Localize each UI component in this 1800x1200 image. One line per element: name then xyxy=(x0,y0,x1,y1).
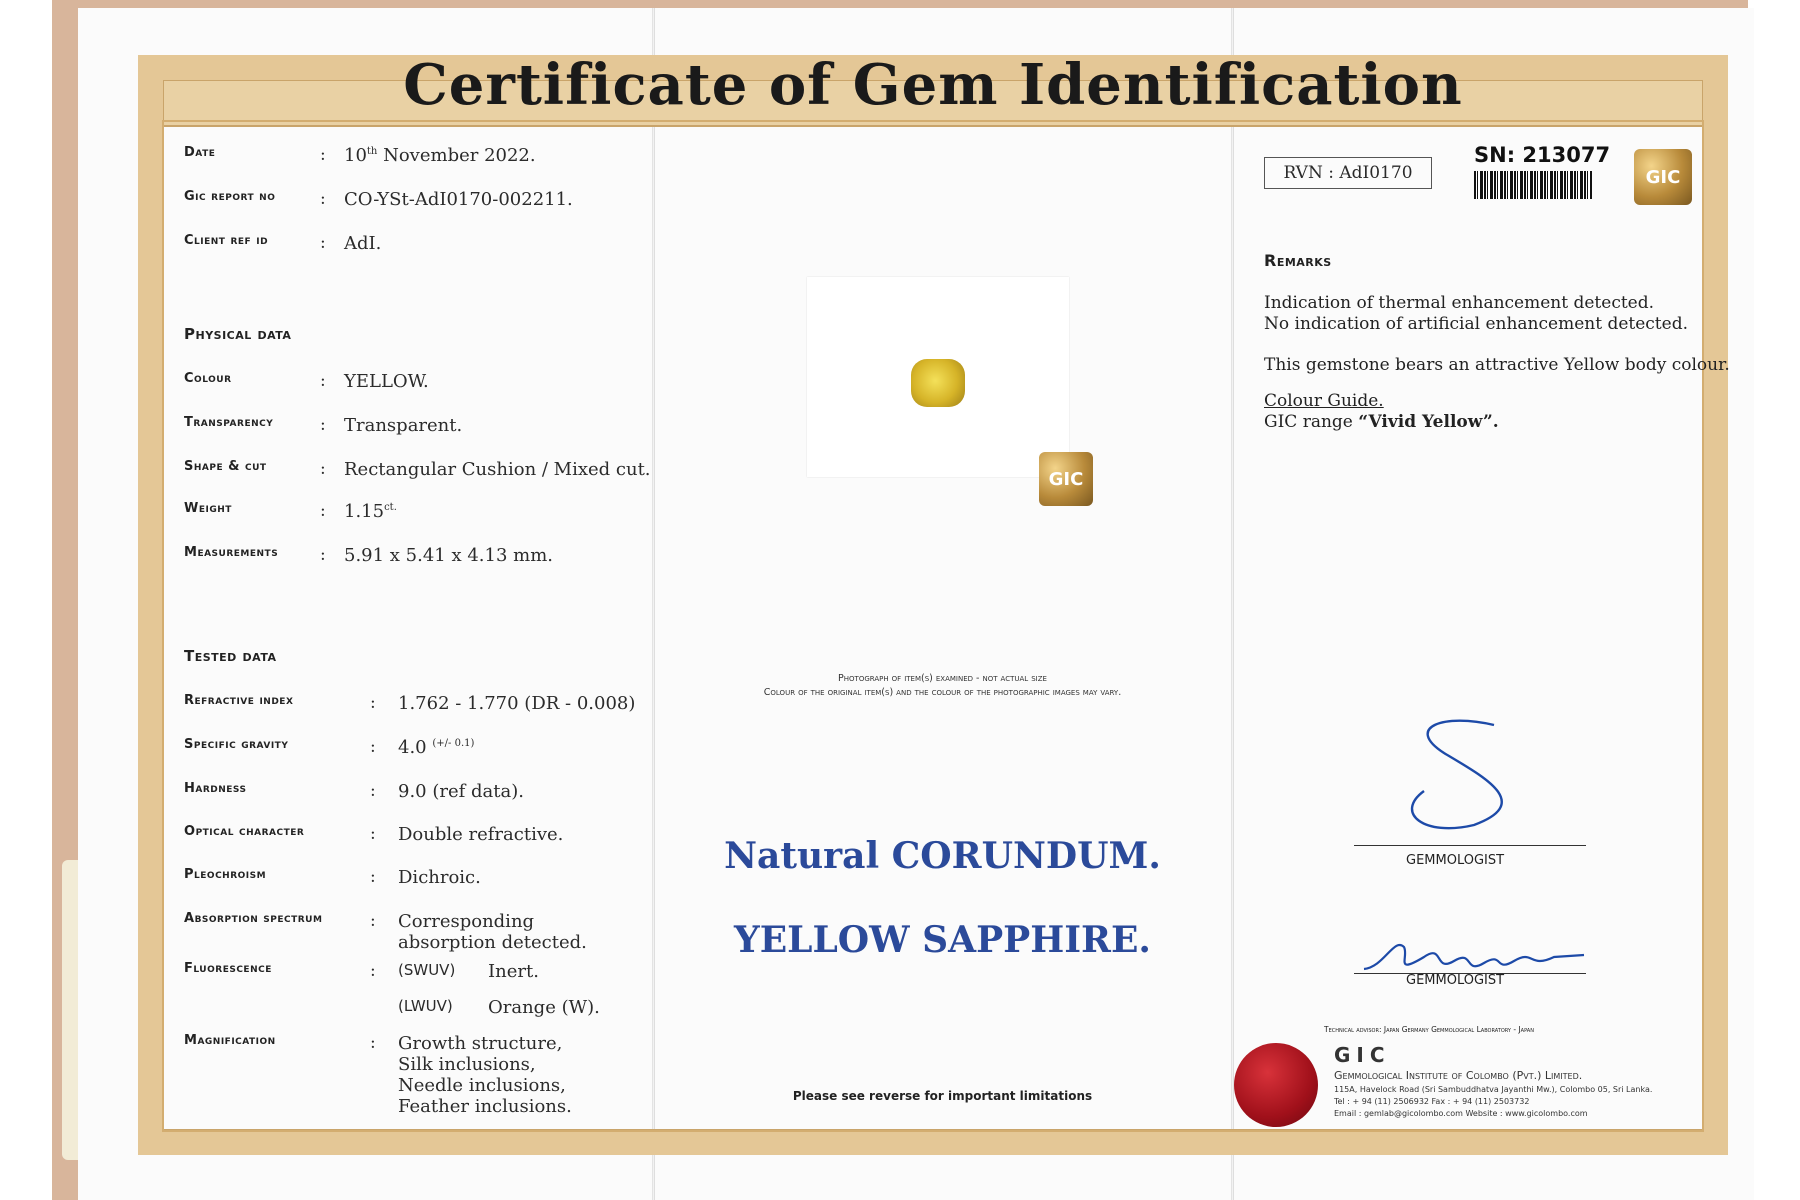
remark-line: This gemstone bears an attractive Yellow body colour. xyxy=(1264,355,1730,375)
optical-label: Optical character xyxy=(184,824,305,839)
gem-species: Natural CORUNDUM. xyxy=(724,835,1161,877)
optical-value: Double refractive. xyxy=(398,824,564,845)
date-value: 10th November 2022. xyxy=(344,145,536,166)
gemstone-photo xyxy=(911,359,965,407)
pleochroism-label: Pleochroism xyxy=(184,867,267,882)
fluorescence-lwuv-value: Orange (W). xyxy=(488,997,600,1018)
magnification-line: Feather inclusions. xyxy=(398,1096,572,1117)
barcode xyxy=(1474,171,1592,199)
fluorescence-lwuv-label: (LWUV) xyxy=(398,997,453,1015)
technical-advisor-note: Technical advisor: Japan Germany Gemmological Laboratory - Japan xyxy=(1324,1025,1534,1034)
fluorescence-swuv-label: (SWUV) xyxy=(398,961,456,979)
institute-email: Email : gemlab@gicolombo.com Website : www.gicolombo.com xyxy=(1334,1109,1588,1118)
magnification-line: Growth structure, xyxy=(398,1033,563,1054)
gic-range: GIC range “Vivid Yellow”. xyxy=(1264,412,1499,432)
sg-value: 4.0 $^{(+/- 0.1)}$ xyxy=(398,737,475,758)
right-panel xyxy=(1234,127,1730,1130)
ri-label: Refractive index xyxy=(184,693,294,708)
colour-guide-heading: Colour Guide. xyxy=(1264,391,1384,411)
gemmologist-label-2: GEMMOLOGIST xyxy=(1406,973,1505,988)
hologram-sticker: GIC xyxy=(1039,452,1093,506)
absorption-label: Absorption spectrum xyxy=(184,911,323,926)
photo-caption-line2: Colour of the original item(s) and the colour of the photographic images may vary. xyxy=(763,687,1122,698)
hardness-value: 9.0 (ref data). xyxy=(398,781,524,802)
fluorescence-swuv-value: Inert. xyxy=(488,961,539,982)
measurements-value: 5.91 x 5.41 x 4.13 mm. xyxy=(344,545,554,566)
date-label: Date xyxy=(184,145,216,160)
rvn-box: RVN : AdI0170 xyxy=(1264,157,1432,189)
client-label: Client ref id xyxy=(184,233,269,248)
middle-panel xyxy=(655,127,1230,1130)
signature-1 xyxy=(1384,713,1544,843)
report-value: CO-YSt-AdI0170-002211. xyxy=(344,189,573,210)
certificate-title: Certificate of Gem Identification xyxy=(403,52,1463,118)
pleochroism-value: Dichroic. xyxy=(398,867,481,888)
institute-phone: Tel : + 94 (11) 2506932 Fax : + 94 (11) 2503732 xyxy=(1334,1097,1530,1106)
hologram-sticker: GIC xyxy=(1634,149,1692,205)
gem-photo-card xyxy=(807,277,1069,477)
gic-logo: GIC xyxy=(1334,1043,1391,1067)
magnification-line: Needle inclusions, xyxy=(398,1075,566,1096)
weight-label: Weight xyxy=(184,501,232,516)
gemmologist-label-1: GEMMOLOGIST xyxy=(1406,853,1505,868)
remarks-heading: Remarks xyxy=(1264,251,1332,270)
shape-label: Shape & cut xyxy=(184,459,267,474)
institute-address: 115A, Havelock Road (Sri Sambuddhatva Jayanthi Mw.), Colombo 05, Sri Lanka. xyxy=(1334,1085,1653,1094)
fluorescence-label: Fluorescence xyxy=(184,961,272,976)
ri-value: 1.762 - 1.770 (DR - 0.008) xyxy=(398,693,636,714)
tested-data-heading: Tested data xyxy=(184,647,277,665)
transparency-value: Transparent. xyxy=(344,415,463,436)
absorption-value: Corresponding absorption detected. xyxy=(398,911,587,953)
colour-value: YELLOW. xyxy=(344,371,429,392)
report-label: Gic report no xyxy=(184,189,276,204)
colour-label: Colour xyxy=(184,371,232,386)
serial-number: SN: 213077 xyxy=(1474,143,1611,167)
sg-label: Specific gravity xyxy=(184,737,289,752)
magnification-line: Silk inclusions, xyxy=(398,1054,536,1075)
remark-line: Indication of thermal enhancement detected. xyxy=(1264,293,1655,313)
shape-value: Rectangular Cushion / Mixed cut. xyxy=(344,459,651,480)
limitations-notice: Please see reverse for important limitations xyxy=(792,1089,1093,1103)
signature-line-1 xyxy=(1354,845,1586,846)
magnification-label: Magnification xyxy=(184,1033,276,1048)
gem-variety: YELLOW SAPPHIRE. xyxy=(734,919,1151,961)
wax-seal xyxy=(1234,1043,1318,1127)
weight-value: $1.15^{ct.}$ xyxy=(344,501,397,522)
remark-line: No indication of artificial enhancement detected. xyxy=(1264,314,1688,334)
hardness-label: Hardness xyxy=(184,781,247,796)
institute-name: Gemmological Institute of Colombo (Pvt.) Limited. xyxy=(1334,1069,1583,1082)
physical-data-heading: Physical data xyxy=(184,325,292,343)
photo-caption-line1: Photograph of item(s) examined - not actual size xyxy=(838,673,1047,684)
measurements-label: Measurements xyxy=(184,545,279,560)
transparency-label: Transparency xyxy=(184,415,274,430)
left-panel: Date : 10th November 2022. Gic report no : CO-YSt-AdI0170-002211. Client ref id : AdI. Physical data Colour : YELLOW. Transparency : Transparent. Shape & cut : Rectangular Cushion / Mixed cut. Weight : $1.15^{ct.}$ Measurements : 5.91 x 5.41 x 4.13 mm. Tested data Refractive index : 1.762 - 1.770 (DR - 0.008) Specific gravity : 4.0 $^{(+/- 0.1)}$ Hardness : 9.0 (ref data). Optical character : Double refractive. Pleochroism : Dichroic. Absorption spectrum : Corresponding absorption detected. Fluorescence : (SWUV) Inert. (LWUV) Orange (W). Magnification : Growth structure, Silk inclusions, Needle inclusions, Feather inclusions. xyxy=(184,145,651,1117)
client-value: AdI. xyxy=(344,233,382,254)
